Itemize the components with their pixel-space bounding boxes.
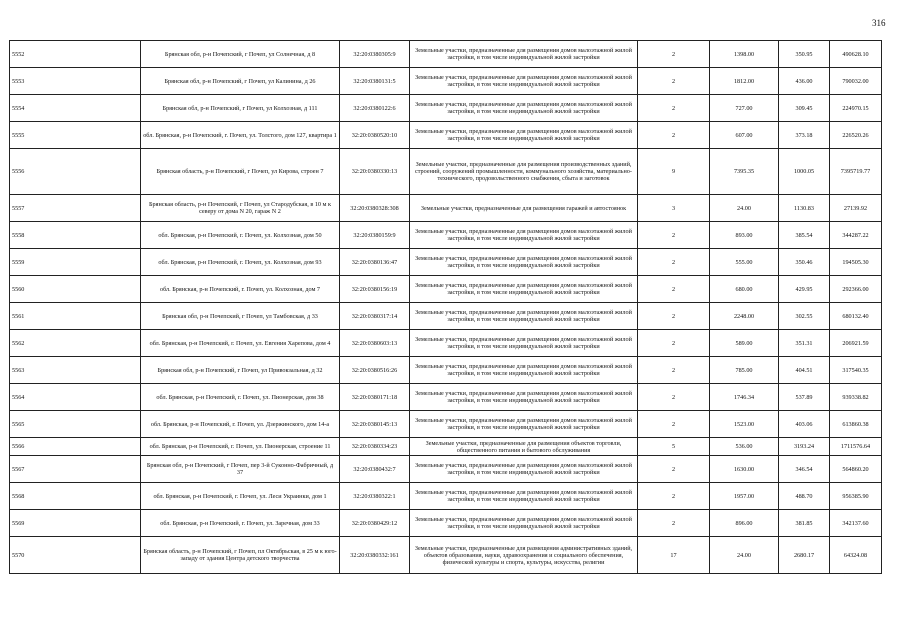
cadastral-value-cell: 790032.00: [830, 68, 882, 95]
land-use-cell: Земельные участки, предназначенные для размещения домов малоэтажной жилой застройки, в том числе индивидуальной жилой застройки: [410, 95, 638, 122]
land-use-cell: Земельные участки, предназначенные для размещения домов малоэтажной жилой застройки, в том числе индивидуальной жилой застройки: [410, 411, 638, 438]
land-use-cell: Земельные участки, предназначенные для размещения административных зданий, объектов образования, науки, здравоохранения и социального обеспечения, физической культуры и спорта, культуры, искусства, религии: [410, 537, 638, 574]
land-use-cell: Земельные участки, предназначенные для размещения домов малоэтажной жилой застройки, в том числе индивидуальной жилой застройки: [410, 357, 638, 384]
group-cell: 2: [638, 384, 710, 411]
group-cell: 2: [638, 303, 710, 330]
cadastral-number-cell: 32:20:0380332:161: [340, 537, 410, 574]
row-number: 5561: [10, 303, 141, 330]
cadastral-number-cell: 32:20:0380603:13: [340, 330, 410, 357]
land-use-cell: Земельные участки, предназначенные для размещения гаражей и автостоянок: [410, 195, 638, 222]
row-number: 5559: [10, 249, 141, 276]
address-cell: обл. Брянская, р-н Почепский, г. Почеп, ул. Колхозная, дом 93: [141, 249, 340, 276]
cadastral-value-cell: 344287.22: [830, 222, 882, 249]
cadastral-number-cell: 32:20:0380131:5: [340, 68, 410, 95]
area-cell: 896.00: [710, 510, 779, 537]
address-cell: обл. Брянская, р-н Почепский, г. Почеп, ул. Заречная, дом 33: [141, 510, 340, 537]
group-cell: 2: [638, 456, 710, 483]
area-cell: 893.00: [710, 222, 779, 249]
area-cell: 785.00: [710, 357, 779, 384]
specific-value-cell: 350.95: [779, 41, 830, 68]
table-row: [10, 249, 882, 276]
specific-value-cell: 1130.83: [779, 195, 830, 222]
group-cell: 9: [638, 149, 710, 195]
cadastral-value-cell: 956385.90: [830, 483, 882, 510]
specific-value-cell: 537.89: [779, 384, 830, 411]
specific-value-cell: 385.54: [779, 222, 830, 249]
row-number: 5558: [10, 222, 141, 249]
land-use-cell: Земельные участки, предназначенные для размещения домов малоэтажной жилой застройки, в том числе индивидуальной жилой застройки: [410, 41, 638, 68]
address-cell: Брянская обл, р-н Почепский, г Почеп, ул Солнечная, д 8: [141, 41, 340, 68]
row-number: 5556: [10, 149, 141, 195]
specific-value-cell: 373.18: [779, 122, 830, 149]
cadastral-value-cell: 1711576.64: [830, 438, 882, 456]
row-number: 5555: [10, 122, 141, 149]
area-cell: 589.00: [710, 330, 779, 357]
row-number: 5563: [10, 357, 141, 384]
area-cell: 555.00: [710, 249, 779, 276]
cadastral-number-cell: 32:20:0380330:13: [340, 149, 410, 195]
address-cell: обл. Брянская, р-н Почепский, г. Почеп, ул. Пионерская, строение 11: [141, 438, 340, 456]
cadastral-value-cell: 939338.82: [830, 384, 882, 411]
land-use-cell: Земельные участки, предназначенные для размещения домов малоэтажной жилой застройки, в том числе индивидуальной жилой застройки: [410, 222, 638, 249]
address-cell: обл. Брянская, р-н Почепский, г. Почеп, ул. Леси Украинки, дом 1: [141, 483, 340, 510]
address-cell: Брянская область, р-н Почепский, г Почеп, ул Кирова, строен 7: [141, 149, 340, 195]
area-cell: 680.00: [710, 276, 779, 303]
area-cell: 1398.00: [710, 41, 779, 68]
row-number: 5570: [10, 537, 141, 574]
table-row: [10, 122, 882, 149]
specific-value-cell: 2680.17: [779, 537, 830, 574]
area-cell: 1746.34: [710, 384, 779, 411]
row-number: 5560: [10, 276, 141, 303]
specific-value-cell: 309.45: [779, 95, 830, 122]
cadastral-value-cell: 680132.40: [830, 303, 882, 330]
specific-value-cell: 403.06: [779, 411, 830, 438]
address-cell: обл. Брянская, р-н Почепский, г. Почеп, ул. Толстого, дом 127, квартира 1: [141, 122, 340, 149]
land-use-cell: Земельные участки, предназначенные для размещения домов малоэтажной жилой застройки, в том числе индивидуальной жилой застройки: [410, 122, 638, 149]
group-cell: 2: [638, 222, 710, 249]
land-use-cell: Земельные участки, предназначенные для размещения домов малоэтажной жилой застройки, в том числе индивидуальной жилой застройки: [410, 68, 638, 95]
row-number: 5567: [10, 456, 141, 483]
cadastral-number-cell: 32:20:0380159:9: [340, 222, 410, 249]
cadastral-number-cell: 32:20:0380432:7: [340, 456, 410, 483]
specific-value-cell: 1000.05: [779, 149, 830, 195]
land-use-cell: Земельные участки, предназначенные для размещения домов малоэтажной жилой застройки, в том числе индивидуальной жилой застройки: [410, 330, 638, 357]
group-cell: 2: [638, 330, 710, 357]
cadastral-value-cell: 292366.00: [830, 276, 882, 303]
cadastral-number-cell: 32:20:0380145:13: [340, 411, 410, 438]
group-cell: 2: [638, 68, 710, 95]
cadastral-value-cell: 490628.10: [830, 41, 882, 68]
cadastral-number-cell: 32:20:0380334:23: [340, 438, 410, 456]
table-row: [10, 276, 882, 303]
address-cell: Брянская обл, р-н Почепский, г Почеп, ул Тамбовская, д 33: [141, 303, 340, 330]
area-cell: 24.00: [710, 195, 779, 222]
table-row: [10, 222, 882, 249]
land-use-cell: Земельные участки, предназначенные для размещения домов малоэтажной жилой застройки, в том числе индивидуальной жилой застройки: [410, 483, 638, 510]
address-cell: Брянская обл, р-н Почепский, г Почеп, ул Калинина, д 26: [141, 68, 340, 95]
specific-value-cell: 346.54: [779, 456, 830, 483]
area-cell: 24.00: [710, 537, 779, 574]
group-cell: 2: [638, 41, 710, 68]
address-cell: обл. Брянская, р-н Почепский, г. Почеп, ул. Евгения Харепова, дом 4: [141, 330, 340, 357]
table-row: [10, 303, 882, 330]
address-cell: обл. Брянская, р-н Почепский, г. Почеп, ул. Колхозная, дом 7: [141, 276, 340, 303]
cadastral-value-cell: 564860.20: [830, 456, 882, 483]
cadastral-number-cell: 32:20:0380322:1: [340, 483, 410, 510]
specific-value-cell: 350.46: [779, 249, 830, 276]
area-cell: 536.00: [710, 438, 779, 456]
address-cell: Брянская обл, р-н Почепский, г Почеп, ул Привокзальная, д 32: [141, 357, 340, 384]
row-number: 5554: [10, 95, 141, 122]
land-use-cell: Земельные участки, предназначенные для размещения домов малоэтажной жилой застройки, в том числе индивидуальной жилой застройки: [410, 276, 638, 303]
group-cell: 2: [638, 249, 710, 276]
table-row: [10, 195, 882, 222]
row-number: 5565: [10, 411, 141, 438]
cadastral-value-cell: 7395719.77: [830, 149, 882, 195]
specific-value-cell: 488.70: [779, 483, 830, 510]
land-use-cell: Земельные участки, предназначенные для размещения домов малоэтажной жилой застройки, в том числе индивидуальной жилой застройки: [410, 510, 638, 537]
specific-value-cell: 404.51: [779, 357, 830, 384]
row-number: 5557: [10, 195, 141, 222]
table-row: [10, 330, 882, 357]
row-number: 5553: [10, 68, 141, 95]
cadastral-value-cell: 226520.26: [830, 122, 882, 149]
specific-value-cell: 351.31: [779, 330, 830, 357]
group-cell: 17: [638, 537, 710, 574]
cadastral-value-cell: 342137.60: [830, 510, 882, 537]
group-cell: 2: [638, 357, 710, 384]
registry-table: [9, 40, 882, 574]
area-cell: 7395.35: [710, 149, 779, 195]
area-cell: 1957.00: [710, 483, 779, 510]
address-cell: Брянская обл, р-н Почепский, г Почеп, пер 3-й Суконно-Фабричный, д 37: [141, 456, 340, 483]
group-cell: 3: [638, 195, 710, 222]
table-row: [10, 68, 882, 95]
cadastral-number-cell: 32:20:0380429:12: [340, 510, 410, 537]
land-use-cell: Земельные участки, предназначенные для размещения домов малоэтажной жилой застройки, в том числе индивидуальной жилой застройки: [410, 456, 638, 483]
table-row: [10, 438, 882, 456]
row-number: 5568: [10, 483, 141, 510]
address-cell: Брянская область, р-н Почепский, г Почеп, пл Октябрьская, в 25 м к юго-западу от здания Центра детского творчества: [141, 537, 340, 574]
address-cell: Брянская обл, р-н Почепский, г Почеп, ул Колхозная, д 111: [141, 95, 340, 122]
address-cell: Брянская область, р-н Почепский, г Почеп, ул Стародубская, в 10 м к северу от дома N 20, гараж N 2: [141, 195, 340, 222]
cadastral-number-cell: 32:20:0380136:47: [340, 249, 410, 276]
group-cell: 2: [638, 276, 710, 303]
cadastral-number-cell: 32:20:0380156:19: [340, 276, 410, 303]
cadastral-number-cell: 32:20:0380305:9: [340, 41, 410, 68]
cadastral-number-cell: 32:20:0380171:18: [340, 384, 410, 411]
table-row: [10, 41, 882, 68]
specific-value-cell: 429.95: [779, 276, 830, 303]
specific-value-cell: 436.00: [779, 68, 830, 95]
table-row: [10, 411, 882, 438]
specific-value-cell: 3193.24: [779, 438, 830, 456]
group-cell: 5: [638, 438, 710, 456]
group-cell: 2: [638, 483, 710, 510]
specific-value-cell: 381.85: [779, 510, 830, 537]
cadastral-number-cell: 32:20:0380328:308: [340, 195, 410, 222]
table-row: [10, 384, 882, 411]
row-number: 5564: [10, 384, 141, 411]
address-cell: обл. Брянская, р-н Почепский, г. Почеп, ул. Пионерская, дом 38: [141, 384, 340, 411]
land-use-cell: Земельные участки, предназначенные для размещения домов малоэтажной жилой застройки, в том числе индивидуальной жилой застройки: [410, 384, 638, 411]
cadastral-value-cell: 206921.59: [830, 330, 882, 357]
land-use-cell: Земельные участки, предназначенные для размещения объектов торговли, общественного питания и бытового обслуживания: [410, 438, 638, 456]
page-number: 316: [872, 18, 886, 28]
address-cell: обл. Брянская, р-н Почепский, г. Почеп, ул. Дзержинского, дом 14-а: [141, 411, 340, 438]
cadastral-value-cell: 27139.92: [830, 195, 882, 222]
table-row: [10, 537, 882, 574]
table-row: [10, 149, 882, 195]
area-cell: 727.00: [710, 95, 779, 122]
table-row: [10, 95, 882, 122]
land-use-cell: Земельные участки, предназначенные для размещения производственных зданий, строений, сооружений промышленности, коммунального хозяйства, материально-технического, продовольственного снабжения, сбыта и заготовок: [410, 149, 638, 195]
table-row: [10, 510, 882, 537]
area-cell: 1812.00: [710, 68, 779, 95]
cadastral-value-cell: 613860.38: [830, 411, 882, 438]
area-cell: 2248.00: [710, 303, 779, 330]
cadastral-value-cell: 317540.35: [830, 357, 882, 384]
group-cell: 2: [638, 510, 710, 537]
area-cell: 1630.00: [710, 456, 779, 483]
cadastral-number-cell: 32:20:0380317:14: [340, 303, 410, 330]
row-number: 5562: [10, 330, 141, 357]
area-cell: 1523.00: [710, 411, 779, 438]
group-cell: 2: [638, 122, 710, 149]
area-cell: 607.00: [710, 122, 779, 149]
cadastral-value-cell: 64324.08: [830, 537, 882, 574]
cadastral-number-cell: 32:20:0380520:10: [340, 122, 410, 149]
cadastral-number-cell: 32:20:0380516:26: [340, 357, 410, 384]
specific-value-cell: 302.55: [779, 303, 830, 330]
cadastral-number-cell: 32:20:0380122:6: [340, 95, 410, 122]
table-row: [10, 456, 882, 483]
cadastral-value-cell: 224970.15: [830, 95, 882, 122]
row-number: 5566: [10, 438, 141, 456]
row-number: 5552: [10, 41, 141, 68]
cadastral-value-cell: 194505.30: [830, 249, 882, 276]
group-cell: 2: [638, 95, 710, 122]
address-cell: обл. Брянская, р-н Почепский, г. Почеп, ул. Колхозная, дом 50: [141, 222, 340, 249]
table-row: [10, 357, 882, 384]
table-row: [10, 483, 882, 510]
group-cell: 2: [638, 411, 710, 438]
row-number: 5569: [10, 510, 141, 537]
land-use-cell: Земельные участки, предназначенные для размещения домов малоэтажной жилой застройки, в том числе индивидуальной жилой застройки: [410, 249, 638, 276]
land-use-cell: Земельные участки, предназначенные для размещения домов малоэтажной жилой застройки, в том числе индивидуальной жилой застройки: [410, 303, 638, 330]
